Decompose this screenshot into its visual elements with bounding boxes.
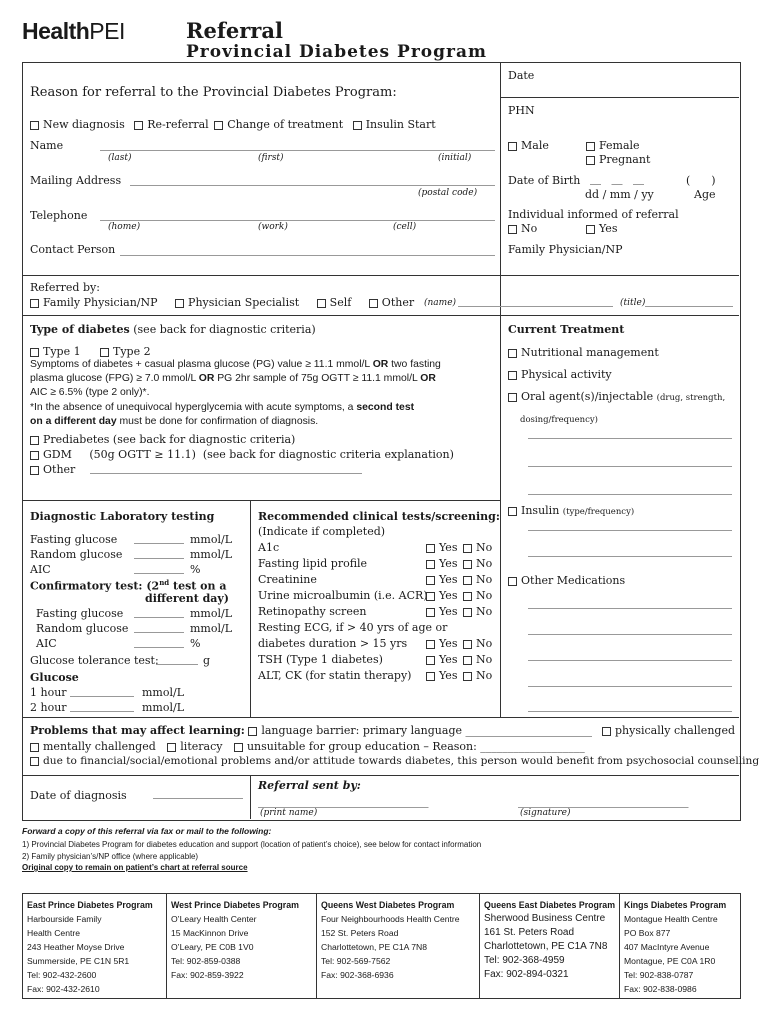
test-yes-checkbox[interactable]: Yes	[426, 557, 457, 570]
test-row: TSH (Type 1 diabetes)	[258, 653, 383, 666]
confirm-aic-label: AIC	[36, 637, 57, 650]
print-name-field[interactable]: _______________________________	[258, 795, 429, 808]
contact-line: Tel: 902-859-0388	[171, 956, 241, 966]
test-yes-checkbox[interactable]: Yes	[426, 573, 457, 586]
test-row: A1c	[258, 541, 280, 554]
criteria-line-2: plasma glucose (FPG) ≥ 7.0 mmol/L OR PG 2hr sample of 75g OGTT ≥ 11.1 mmol/L OR	[30, 373, 436, 384]
contact-column	[479, 894, 619, 998]
contact-line: 15 MacKinnon Drive	[171, 928, 249, 938]
signature-field[interactable]: _______________________________	[518, 795, 689, 808]
meds-field-5[interactable]	[528, 711, 732, 712]
test-yes-checkbox[interactable]: Yes	[426, 605, 457, 618]
aic-label: AIC	[30, 563, 51, 576]
test-no-checkbox[interactable]: No	[463, 653, 492, 666]
criteria-line-1: Symptoms of diabetes + casual plasma glucose (PG) value ≥ 11.1 mmol/L OR two fasting	[30, 359, 441, 370]
random-unit: mmol/L	[190, 548, 233, 561]
telephone-label: Telephone	[30, 209, 88, 222]
other-meds-checkbox[interactable]: Other Medications	[508, 574, 625, 587]
language-checkbox[interactable]: language barrier: primary language _______________________	[248, 724, 592, 737]
forward-item-2: 2) Family physician’s/NP office (where applicable)	[22, 852, 199, 861]
type2-checkbox[interactable]: Type 2	[100, 345, 151, 358]
reason-options	[30, 118, 436, 131]
referred-other-checkbox[interactable]: Other	[369, 296, 414, 309]
re-referral-checkbox[interactable]: Re-referral	[134, 118, 208, 131]
informed-yes-checkbox[interactable]: Yes	[586, 222, 617, 235]
aic-field[interactable]	[134, 573, 184, 574]
referred-specialist-checkbox[interactable]: Physician Specialist	[175, 296, 299, 309]
contact-line: Charlottetown, PE C1A 7N8	[484, 941, 608, 952]
contact-line: 243 Heather Moyse Drive	[27, 942, 125, 952]
contact-column	[316, 894, 479, 998]
print-name-hint: (print name)	[260, 808, 318, 818]
test-yes-checkbox[interactable]: Yes	[426, 637, 457, 650]
test-row: Creatinine	[258, 573, 317, 586]
referred-title-hint: (title)	[620, 298, 646, 308]
hour2-unit: mmol/L	[142, 701, 185, 714]
treatment-heading: Current Treatment	[508, 323, 625, 336]
forward-note: Forward a copy of this referral via fax or mail to the following:	[22, 826, 272, 836]
phn-label: PHN	[508, 104, 535, 117]
lab-heading: Diagnostic Laboratory testing	[30, 510, 215, 523]
change-treatment-checkbox[interactable]: Change of treatment	[214, 118, 343, 131]
contact-line: O’Leary, PE C0B 1V0	[171, 942, 254, 952]
contact-line: Sherwood Business Centre	[484, 913, 606, 924]
form-subtitle: Provincial Diabetes Program	[186, 42, 487, 62]
family-physician-label: Family Physician/NP	[508, 243, 623, 256]
contact-line: Fax: 902-838-0986	[624, 984, 697, 994]
activity-checkbox[interactable]: Physical activity	[508, 368, 612, 381]
fasting-unit: mmol/L	[190, 533, 233, 546]
hour2-field[interactable]	[70, 711, 134, 712]
new-diagnosis-checkbox[interactable]: New diagnosis	[30, 118, 125, 131]
original-copy-note: Original copy to remain on patient’s chart at referral source	[22, 863, 248, 872]
literacy-checkbox[interactable]: literacy	[167, 740, 222, 753]
confirmatory-sub: different day)	[145, 592, 230, 605]
telephone-field[interactable]	[100, 220, 495, 221]
criteria-line-3: AIC ≥ 6.5% (type 2 only)*.	[30, 387, 150, 398]
test-row: ALT, CK (for statin therapy)	[258, 669, 412, 682]
contact-line: Health Centre	[27, 928, 81, 938]
contact-line: Fax: 902-894-0321	[484, 969, 569, 980]
fasting-field[interactable]	[134, 543, 184, 544]
test-row: Fasting lipid profile	[258, 557, 368, 570]
nutrition-checkbox[interactable]: Nutritional management	[508, 346, 659, 359]
dob-format: dd / mm / yy	[585, 188, 654, 201]
contact-line: O’Leary Health Center	[171, 914, 257, 924]
sent-by-label: Referral sent by:	[258, 779, 361, 792]
contact-program-name: East Prince Diabetes Program	[27, 900, 153, 910]
contact-line: Fax: 902-859-3922	[171, 970, 244, 980]
contact-program-name: Queens West Diabetes Program	[321, 900, 455, 910]
contact-line: Montague Health Centre	[624, 914, 718, 924]
confirm-random-field[interactable]	[134, 632, 184, 633]
oral-field-2[interactable]	[528, 466, 732, 467]
tolerance-field[interactable]	[156, 664, 198, 665]
meds-field-2[interactable]	[528, 634, 732, 635]
contact-line: Harbourside Family	[27, 914, 102, 924]
male-checkbox[interactable]: Male	[508, 139, 549, 152]
contact-line: Fax: 902-432-2610	[27, 984, 100, 994]
test-no-checkbox[interactable]: No	[463, 573, 492, 586]
random-label: Random glucose	[30, 548, 123, 561]
glucose-label: Glucose	[30, 671, 79, 684]
referred-title-field[interactable]	[645, 306, 733, 307]
test-row: Retinopathy screen	[258, 605, 367, 618]
referred-options	[30, 296, 414, 309]
insulin-field-1[interactable]	[528, 530, 732, 531]
tests-sub: (Indicate if completed)	[258, 525, 386, 538]
oral-field-3[interactable]	[528, 494, 732, 495]
health-pei-logo: HealthPEI	[22, 18, 125, 44]
confirm-random-unit: mmol/L	[190, 622, 233, 635]
last-name-hint: (last)	[108, 153, 132, 163]
oral-agent-checkbox[interactable]: Oral agent(s)/injectable (drug, strength,	[508, 390, 725, 403]
test-no-checkbox[interactable]: No	[463, 557, 492, 570]
contact-column	[619, 894, 740, 998]
financial-checkbox[interactable]: due to financial/social/emotional problems and/or attitude towards diabetes, this person would benefit from psychosocial counselling	[30, 755, 759, 767]
informed-label: Individual informed of referral	[508, 208, 679, 221]
tests-heading: Recommended clinical tests/screening:	[258, 510, 500, 523]
contact-program-name: Kings Diabetes Program	[624, 900, 727, 910]
referred-name-hint: (name)	[424, 298, 457, 308]
test-yes-checkbox[interactable]: Yes	[426, 589, 457, 602]
meds-field-1[interactable]	[528, 608, 732, 609]
contact-line: Montague, PE C0A 1R0	[624, 956, 716, 966]
referred-family-checkbox[interactable]: Family Physician/NP	[30, 296, 158, 309]
dob-blanks[interactable]: __ __ __	[590, 172, 644, 185]
confirm-fasting-field[interactable]	[134, 617, 184, 618]
gdm-checkbox[interactable]: GDM (50g OGTT ≥ 11.1) (see back for diagnostic criteria explanation)	[30, 448, 454, 461]
mental-checkbox[interactable]: mentally challenged	[30, 740, 156, 753]
contact-line: Tel: 902-569-7562	[321, 956, 391, 966]
criteria-line-5: on a different day must be done for confirmation of diagnosis.	[30, 416, 319, 427]
name-field[interactable]	[100, 150, 495, 151]
test-no-checkbox[interactable]: No	[463, 605, 492, 618]
oral-note: dosing/frequency)	[520, 415, 598, 425]
confirm-aic-field[interactable]	[134, 647, 184, 648]
confirm-fasting-label: Fasting glucose	[36, 607, 124, 620]
problems-row-2	[30, 740, 585, 753]
meds-field-3[interactable]	[528, 660, 732, 661]
contact-line: Charlottetown, PE C1A 7N8	[321, 942, 428, 952]
insulin-start-checkbox[interactable]: Insulin Start	[353, 118, 436, 131]
test-no-checkbox[interactable]: No	[463, 589, 492, 602]
contact-column	[23, 894, 166, 998]
insulin-checkbox[interactable]: Insulin (type/frequency)	[508, 504, 634, 517]
confirmatory-label: Confirmatory test: (2nd test on a	[30, 578, 227, 593]
prediabetes-checkbox[interactable]: Prediabetes (see back for diagnostic criteria)	[30, 433, 295, 446]
work-hint: (work)	[258, 222, 288, 232]
referred-by-label: Referred by:	[30, 281, 100, 294]
test-row: Urine microalbumin (i.e. ACR)	[258, 589, 428, 602]
contact-program-name: West Prince Diabetes Program	[171, 900, 299, 910]
home-hint: (home)	[108, 222, 141, 232]
address-label: Mailing Address	[30, 174, 122, 187]
form-title: Referral	[186, 18, 283, 43]
contact-line: PO Box 877	[624, 928, 671, 938]
contact-label: Contact Person	[30, 243, 116, 256]
test-no-checkbox[interactable]: No	[463, 541, 492, 554]
initial-hint: (initial)	[438, 153, 472, 163]
postal-hint: (postal code)	[418, 188, 478, 198]
hour2-label: 2 hour	[30, 701, 67, 714]
test-no-checkbox[interactable]: No	[463, 669, 492, 682]
informed-no-checkbox[interactable]: No	[508, 222, 537, 235]
confirm-random-label: Random glucose	[36, 622, 129, 635]
meds-field-4[interactable]	[528, 686, 732, 687]
cell-hint: (cell)	[393, 222, 417, 232]
diabetes-heading: Type of diabetes (see back for diagnostic criteria)	[30, 323, 316, 336]
referred-name-field[interactable]	[458, 306, 613, 307]
forward-item-1: 1) Provincial Diabetes Program for diabetes education and support (location of patient’s choice), see below for contact information	[22, 840, 482, 849]
referred-self-checkbox[interactable]: Self	[317, 296, 352, 309]
name-label: Name	[30, 139, 64, 152]
contact-program-name: Queens East Diabetes Program	[484, 900, 616, 910]
contact-line: 161 St. Peters Road	[484, 927, 575, 938]
signature-hint: (signature)	[520, 808, 571, 818]
test-row: diabetes duration > 15 yrs	[258, 637, 408, 650]
tolerance-label: Glucose tolerance test:	[30, 654, 159, 667]
confirm-aic-unit: %	[190, 637, 201, 650]
date-dx-field[interactable]	[153, 798, 243, 799]
contact-table	[22, 893, 741, 999]
pregnant-checkbox[interactable]: Pregnant	[586, 153, 650, 166]
reason-label: Reason for referral to the Provincial Diabetes Program:	[30, 85, 397, 100]
fasting-label: Fasting glucose	[30, 533, 118, 546]
contact-line: Summerside, PE C1N 5R1	[27, 956, 130, 966]
physically-challenged-checkbox[interactable]: physically challenged	[602, 724, 735, 737]
insulin-field-2[interactable]	[528, 556, 732, 557]
contact-line: Tel: 902-838-0787	[624, 970, 694, 980]
contact-line: Tel: 902-432-2600	[27, 970, 97, 980]
contact-field[interactable]	[120, 255, 495, 256]
test-row: Resting ECG, if > 40 yrs of age or	[258, 621, 448, 634]
test-no-checkbox[interactable]: No	[463, 637, 492, 650]
unsuitable-checkbox[interactable]: unsuitable for group education – Reason: ___________________	[234, 740, 585, 753]
age-label: Age	[694, 188, 716, 201]
female-checkbox[interactable]: Female	[586, 139, 640, 152]
date-label: Date	[508, 69, 535, 82]
contact-line: 407 MacIntyre Avenue	[624, 942, 710, 952]
criteria-line-4: *In the absence of unequivocal hyperglycemia with acute symptoms, a second test	[30, 402, 415, 413]
hour1-label: 1 hour	[30, 686, 67, 699]
contact-line: Four Neighbourhoods Health Centre	[321, 914, 460, 924]
other-diabetes-field[interactable]	[90, 473, 362, 474]
contact-line: Tel: 902-368-4959	[484, 955, 565, 966]
test-yes-checkbox[interactable]: Yes	[426, 669, 457, 682]
hour1-unit: mmol/L	[142, 686, 185, 699]
type1-checkbox[interactable]: Type 1	[30, 345, 81, 358]
random-field[interactable]	[134, 558, 184, 559]
oral-field-1[interactable]	[528, 438, 732, 439]
dob-label: Date of Birth	[508, 174, 581, 187]
contact-column	[166, 894, 316, 998]
test-yes-checkbox[interactable]: Yes	[426, 541, 457, 554]
confirm-fasting-unit: mmol/L	[190, 607, 233, 620]
tolerance-unit: g	[203, 654, 211, 667]
aic-unit: %	[190, 563, 201, 576]
age-parens[interactable]: ( )	[686, 174, 716, 187]
date-dx-label: Date of diagnosis	[30, 789, 127, 802]
contact-line: Fax: 902-368-6936	[321, 970, 394, 980]
other-diabetes-checkbox[interactable]: Other	[30, 463, 75, 476]
address-field[interactable]	[130, 185, 495, 186]
hour1-field[interactable]	[70, 696, 134, 697]
problems-row-1: Problems that may affect learning: language barrier: primary language _______________________	[30, 724, 592, 737]
contact-line: 152 St. Peters Road	[321, 928, 399, 938]
first-name-hint: (first)	[258, 153, 284, 163]
test-yes-checkbox[interactable]: Yes	[426, 653, 457, 666]
